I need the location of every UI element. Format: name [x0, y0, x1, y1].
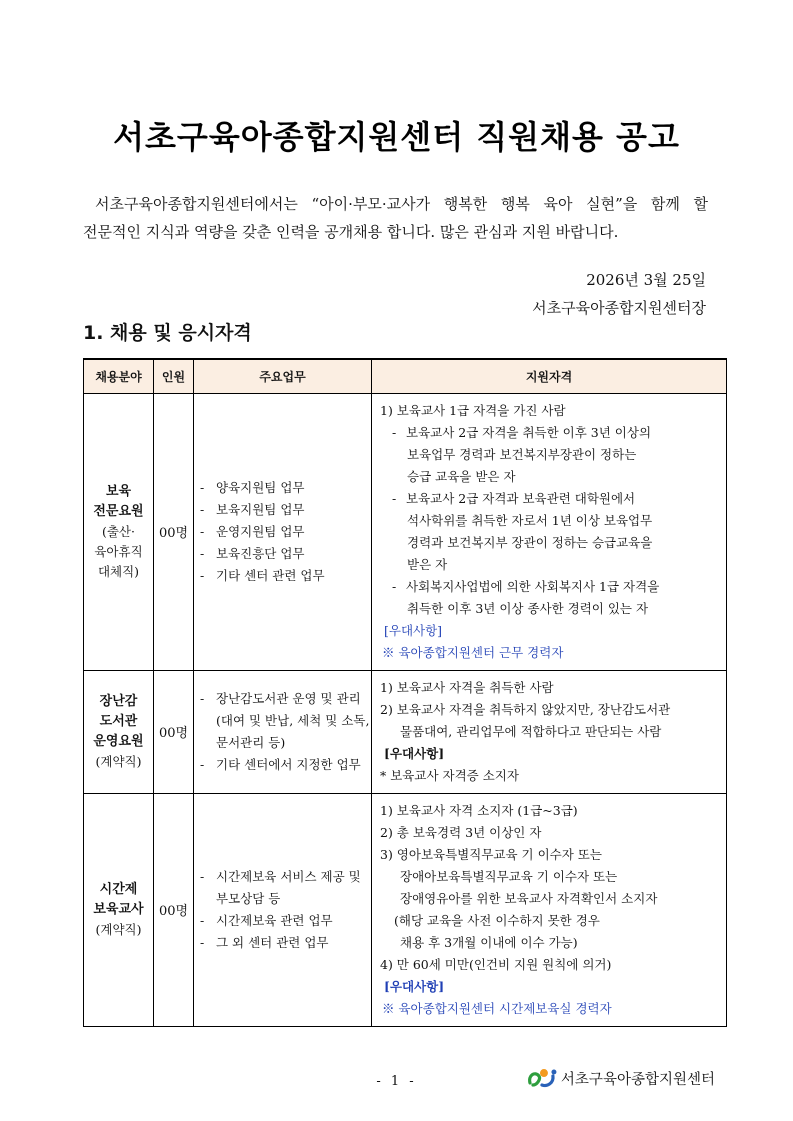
- qualification-line: 1) 보육교사 자격을 취득한 사람: [380, 679, 554, 695]
- field-cell: [84, 793, 154, 1026]
- qualification-line: 2) 보육교사 자격을 취득하지 않았지만, 장난감도서관: [380, 701, 671, 717]
- duty-item: - 시간제보육 서비스 제공 및 부모상담 등: [200, 868, 361, 906]
- field-subtitle: 육아휴직: [94, 543, 143, 559]
- field-name: 보육: [105, 483, 132, 499]
- qualifications-cell: [372, 393, 727, 670]
- issuer-name: 서초구육아종합지원센터장: [532, 299, 706, 317]
- qualification-line: - 보육교사 2급 자격과 보육관련 대학원에서: [392, 490, 636, 506]
- field-name: 도서관: [99, 713, 138, 729]
- duty-item: - 그 외 센터 관련 업무: [200, 934, 329, 950]
- preference-text: ※ 육아종합지원센터 시간제보육실 경력자: [382, 1000, 612, 1016]
- section-title: 1. 채용 및 응시자격: [83, 322, 252, 344]
- field-subtitle: (계약직): [95, 921, 142, 937]
- duty-item: - 운영지원팀 업무: [200, 523, 305, 539]
- preference-label: [우대사항]: [384, 745, 445, 761]
- qualification-line: 장애영유아를 위한 보육교사 자격확인서 소지자: [400, 890, 658, 906]
- headcount-cell: 00명: [154, 670, 194, 793]
- logo-mark-icon: [525, 1065, 559, 1091]
- issue-date: 2026년 3월 25일: [586, 271, 706, 289]
- qualification-line: - 사회복지사업법에 의한 사회복지사 1급 자격을: [392, 578, 660, 594]
- duties-cell: [194, 393, 372, 670]
- qualification-line: 받은 자: [407, 556, 448, 572]
- field-cell: [84, 393, 154, 670]
- qualification-line: 보육업무 경력과 보건복지부장관이 정하는: [407, 446, 637, 462]
- qualification-line: 1) 보육교사 1급 자격을 가진 사람: [380, 402, 566, 418]
- header-count: 인원: [154, 359, 194, 393]
- duty-item: - 보육지원팀 업무: [200, 501, 305, 517]
- header-field: 채용분야: [84, 359, 154, 393]
- field-name: 시간제: [99, 881, 138, 897]
- qualification-line: 취득한 이후 3년 이상 종사한 경력이 있는 자: [407, 600, 649, 616]
- duty-item: - 양육지원팀 업무: [200, 479, 305, 495]
- intro-paragraph: [83, 190, 708, 246]
- intro-line-2: 전문적인 지식과 역량을 갖춘 인력을 공개채용 합니다. 많은 관심과 지원 바랍니다.: [83, 223, 619, 241]
- duties-cell: [194, 670, 372, 793]
- table-row: [84, 393, 727, 670]
- issue-block: [532, 266, 706, 322]
- table-header-row: [84, 359, 727, 393]
- duty-item: - 기타 센터에서 지정한 업무: [200, 756, 361, 772]
- qualifications-cell: [372, 793, 727, 1026]
- document-title: 서초구육아종합지원센터 직원채용 공고: [113, 118, 680, 156]
- intro-line-1: 서초구육아종합지원센터에서는 “아이·부모·교사가 행복한 행복 육아 실현”을 함께 할: [95, 195, 708, 213]
- preference-text: ※ 육아종합지원센터 근무 경력자: [382, 644, 564, 660]
- qualification-line: 물품대여, 관리업무에 적합하다고 판단되는 사람: [400, 723, 662, 739]
- qualification-line: 석사학위를 취득한 자로서 1년 이상 보육업무: [407, 512, 653, 528]
- field-name: 전문요원: [93, 503, 144, 519]
- preference-label: [우대사항]: [384, 978, 445, 994]
- page-number: - 1 -: [376, 1074, 417, 1089]
- field-name: 장난감: [99, 693, 138, 709]
- field-subtitle: (출산·: [101, 523, 135, 539]
- organization-logo: [525, 1064, 715, 1092]
- field-subtitle: (계약직): [95, 753, 142, 769]
- field-cell: [84, 670, 154, 793]
- headcount-cell: 00명: [154, 393, 194, 670]
- qualification-line: 3) 영아보육특별직무교육 기 이수자 또는: [380, 846, 602, 862]
- table-row: [84, 670, 727, 793]
- preference-text: * 보육교사 자격증 소지자: [380, 767, 519, 783]
- preference-label: [우대사항]: [384, 622, 443, 638]
- duty-item: - 기타 센터 관련 업무: [200, 567, 325, 583]
- header-qualifications: 지원자격: [372, 359, 727, 393]
- field-name: 운영요원: [93, 733, 144, 749]
- logo-text: 서초구육아종합지원센터: [560, 1071, 715, 1088]
- qualification-line: 채용 후 3개월 이내에 이수 가능): [400, 934, 578, 950]
- qualification-line: 경력과 보건복지부 장관이 정하는 승급교육을: [407, 534, 653, 550]
- qualification-line: 2) 총 보육경력 3년 이상인 자: [380, 824, 542, 840]
- qualification-line: - 보육교사 2급 자격을 취득한 이후 3년 이상의: [392, 424, 652, 440]
- qualification-line: (해당 교육을 사전 이수하지 못한 경우: [394, 912, 600, 928]
- duty-item: - 장난감도서관 운영 및 관리 (대여 및 반납, 세척 및 소독, 문서관리 등): [200, 690, 370, 750]
- qualifications-cell: [372, 670, 727, 793]
- field-subtitle: 대체직): [97, 563, 140, 579]
- qualification-line: 4) 만 60세 미만(인건비 지원 원칙에 의거): [380, 956, 612, 972]
- header-duties: 주요업무: [194, 359, 372, 393]
- qualification-line: 장애아보육특별직무교육 기 이수자 또는: [400, 868, 618, 884]
- duty-item: - 시간제보육 관련 업무: [200, 912, 333, 928]
- duties-cell: [194, 793, 372, 1026]
- qualification-line: 1) 보육교사 자격 소지자 (1급~3급): [380, 802, 578, 818]
- recruitment-table: [83, 358, 727, 1027]
- duty-item: - 보육진흥단 업무: [200, 545, 305, 561]
- table-row: [84, 793, 727, 1026]
- headcount-cell: 00명: [154, 793, 194, 1026]
- qualification-line: 승급 교육을 받은 자: [407, 468, 516, 484]
- field-name: 보육교사: [93, 901, 144, 917]
